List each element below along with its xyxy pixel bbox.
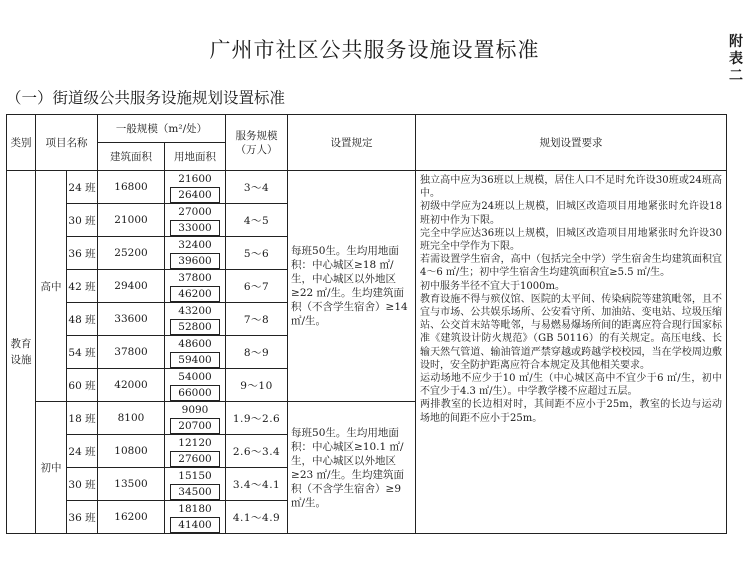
land-area-value: 43200 52800 [165,303,226,336]
land-area-value: 15150 34500 [165,468,226,501]
item-name: 36 班 [67,237,98,270]
service-scale-value: 3.4～4.1 [226,468,288,501]
land-area-value: 27000 33000 [165,204,226,237]
standards-table [6,114,727,534]
item-name: 18 班 [67,402,98,435]
item-name: 60 班 [67,369,98,402]
building-area-value: 8100 [98,402,165,435]
building-area-value: 16800 [98,171,165,204]
item-name: 30 班 [67,468,98,501]
item-name: 30 班 [67,204,98,237]
building-area-value: 37800 [98,336,165,369]
service-scale-value: 4.1～4.9 [226,501,288,534]
service-scale-value: 5～6 [226,237,288,270]
service-scale-value: 4～5 [226,204,288,237]
building-area-value: 29400 [98,270,165,303]
item-name: 36 班 [67,501,98,534]
building-area-value: 42000 [98,369,165,402]
setting-rule-junior-high: 每班50生。生均用地面积：中心城区≥10.1 ㎡/生，中心城区以外地区≥23 ㎡/生。生均建筑面积（不含学生宿舍）≥9 ㎡/生。 [288,402,416,534]
planning-requirements-cell: 独立高中应为36班以上规模，居住人口不足时允许设30班或24班高中。 初级中学应为24班以上规模，旧城区改造项目用地紧张时允许设18班初中作为下限。 完全中学应达36班以上规模，旧城区改造项目用地紧张时允许设30班完全中学作为下限。 若需设置学生宿舍，高中（包括完全中学）学生宿舍生均建筑面积宜4～6 ㎡/生；初中学生宿舍生均建筑面积宜≥5.5 ㎡/生。 初中服务半径不宜大于1000m。 教育设施不得与殡仪馆、医院的太平间、传染病院等建筑毗邻，且不宜与市场、公共娱乐场所、公安看守所、加油站、变电站、垃圾压缩站、公交首末站等毗邻，与易燃易爆场所间的距离应符合现行国家标准《建筑设计防火规范》（GB 50116）的有关规定。高压电线、长输天然气管道、输油管道严禁穿越或跨越学校校园，当在学校周边敷设时，安全防护距离应符合本规定及其他相关要求。 运动场地不应少于10 ㎡/生（中心城区高中不宜少于6 ㎡/生，初中不宜少于4.3 ㎡/生）。中学教学楼不应超过五层。 两排教室的长边相对时，其间距不应小于25m，教室的长边与运动场地的间距不应小于25m。 [416,171,727,534]
land-area-value: 12120 27600 [165,435,226,468]
land-area-value: 54000 66000 [165,369,226,402]
land-area-value: 48600 59400 [165,336,226,369]
land-area-value: 37800 46200 [165,270,226,303]
header-planning-requirements: 规划设置要求 [416,115,727,171]
land-area-value: 18180 41400 [165,501,226,534]
service-scale-value: 2.6～3.4 [226,435,288,468]
group-name-junior-high: 初中 [36,402,67,534]
building-area-value: 10800 [98,435,165,468]
setting-rule-high-school: 每班50生。生均用地面积：中心城区≥18 ㎡/生，中心城区以外地区≥22 ㎡/生。生均建筑面积（不含学生宿舍）≥14 ㎡/生。 [288,171,416,402]
item-name: 54 班 [67,336,98,369]
header-general-scale: 一般规模（m²/处） [98,115,226,143]
page-title: 广州市社区公共服务设施设置标准 [209,38,540,62]
appendix-label: 附表二 [729,34,743,84]
header-building-area: 建筑面积 [98,143,165,171]
building-area-value: 13500 [98,468,165,501]
group-name-high-school: 高中 [36,171,67,402]
item-name: 24 班 [67,171,98,204]
item-name: 48 班 [67,303,98,336]
service-scale-value: 1.9～2.6 [226,402,288,435]
service-scale-value: 7～8 [226,303,288,336]
item-name: 42 班 [67,270,98,303]
table-row [7,171,727,204]
item-name: 24 班 [67,435,98,468]
land-area-value: 9090 20700 [165,402,226,435]
category-cell: 教育设施 [7,171,36,534]
header-category: 类别 [7,115,36,171]
service-scale-value: 9～10 [226,369,288,402]
land-area-value: 32400 39600 [165,237,226,270]
building-area-value: 16200 [98,501,165,534]
service-scale-value: 6～7 [226,270,288,303]
building-area-value: 21000 [98,204,165,237]
land-area-value: 21600 26400 [165,171,226,204]
header-service-scale: 服务规模（万人） [226,115,288,171]
header-setting-rules: 设置规定 [288,115,416,171]
building-area-value: 25200 [98,237,165,270]
header-land-area: 用地面积 [165,143,226,171]
service-scale-value: 3～4 [226,171,288,204]
section-title: （一）街道级公共服务设施规划设置标准 [6,89,286,107]
building-area-value: 33600 [98,303,165,336]
header-item-name: 项目名称 [36,115,98,171]
service-scale-value: 8～9 [226,336,288,369]
